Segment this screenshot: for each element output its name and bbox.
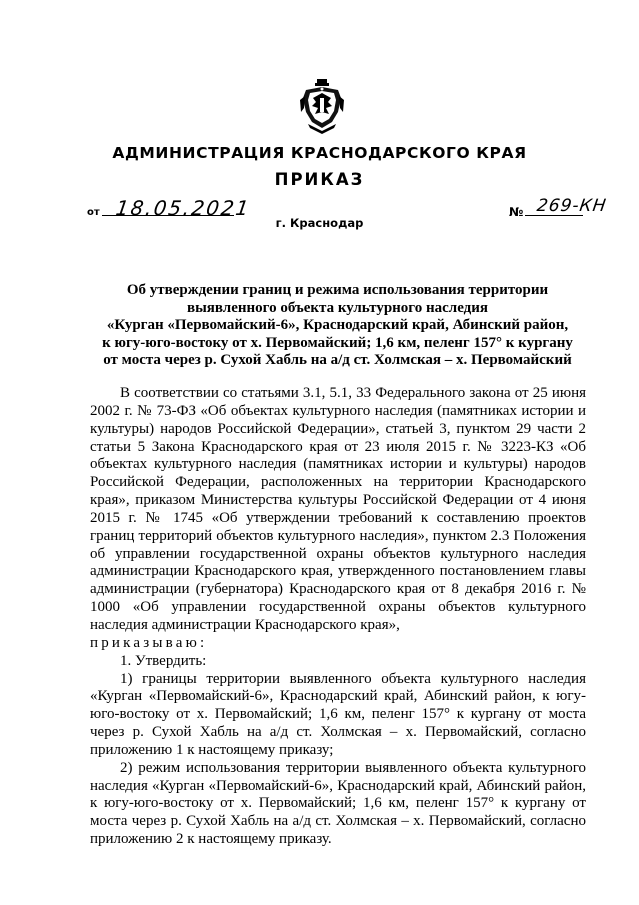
item-1-1: 1) границы территории выявленного объекта культурного наследия «Курган «Первомайский-6», Краснодарский край, Абинский район, к югу-юго-востоку от х. Первомайский; 1,6 км, пеленг 157° к кургану от моста через р. Сухой Хабль на а/д ст. Холмская – х. Первомайский, согласно приложению 1 к настоящему приказу; (90, 670, 586, 758)
title-line: от моста через р. Сухой Хабль на а/д ст. Холмская – х. Первомайский (103, 352, 572, 369)
order-word: приказываю: (90, 634, 208, 651)
title-line: Об утверждении границ и режима использования территории (126, 282, 549, 298)
number-label: № (509, 205, 524, 219)
document-type: ПРИКАЗ (274, 170, 365, 189)
title-line: «Курган «Первомайский-6», Краснодарский край, Абинский район, (106, 317, 569, 334)
document-title (90, 282, 585, 370)
organization-name: АДМИНИСТРАЦИЯ КРАСНОДАРСКОГО КРАЯ (112, 144, 527, 162)
item-1-2: 2) режим использования территории выявленного объекта культурного наследия «Курган «Первомайский-6», Краснодарский край, Абинский район, к югу-юго-востоку от х. Первомайский; 1,6 км, пеленг 157° к кургану от моста через р. Сухой Хабль на а/д ст. Холмская – х. Первомайский, согласно приложению 2 к настоящему приказу. (90, 759, 586, 848)
city: г. Краснодар (275, 216, 364, 230)
date-value: 18.05.2021 (114, 196, 253, 220)
number-value: 269-КН (535, 196, 608, 216)
document-body (90, 385, 586, 849)
coat-of-arms-icon (300, 78, 344, 134)
date-label: от (87, 207, 100, 218)
title-line: к югу-юго-востоку от х. Первомайский; 1,6 км, пеленг 157° к кургану (102, 334, 573, 351)
title-line: выявленного объекта культурного наследия (186, 299, 489, 316)
preamble-paragraph: В соответствии со статьями 3.1, 5.1, 33 Федерального закона от 25 июня 2002 г. № 73-ФЗ «Об объектах культурного наследия (памятниках истории и культуры) народов Российской Федерации», статьей 3, пунктом 29 части 2 статьи 5 Закона Краснодарского края от 23 июля 2015 г. № 3223-КЗ «Об объектах культурного наследия (памятниках истории и культуры) народов Российской Федерации, расположенных на территории Краснодарского края», приказом Министерства культуры Российской Федерации от 4 июня 2015 г. № 1745 «Об утверждении требований к составлению проектов границ территорий объектов культурного наследия», пунктом 2.3 Положения об управлении государственной охраны объектов культурного наследия администрации Краснодарского края, утвержденного постановлением главы администрации (губернатора) Краснодарского края от 8 декабря 2016 г. № 1000 «Об управлении государственной охраны объектов культурного наследия администрации Краснодарского края», (90, 385, 586, 633)
item-1: 1. Утвердить: (120, 652, 207, 669)
